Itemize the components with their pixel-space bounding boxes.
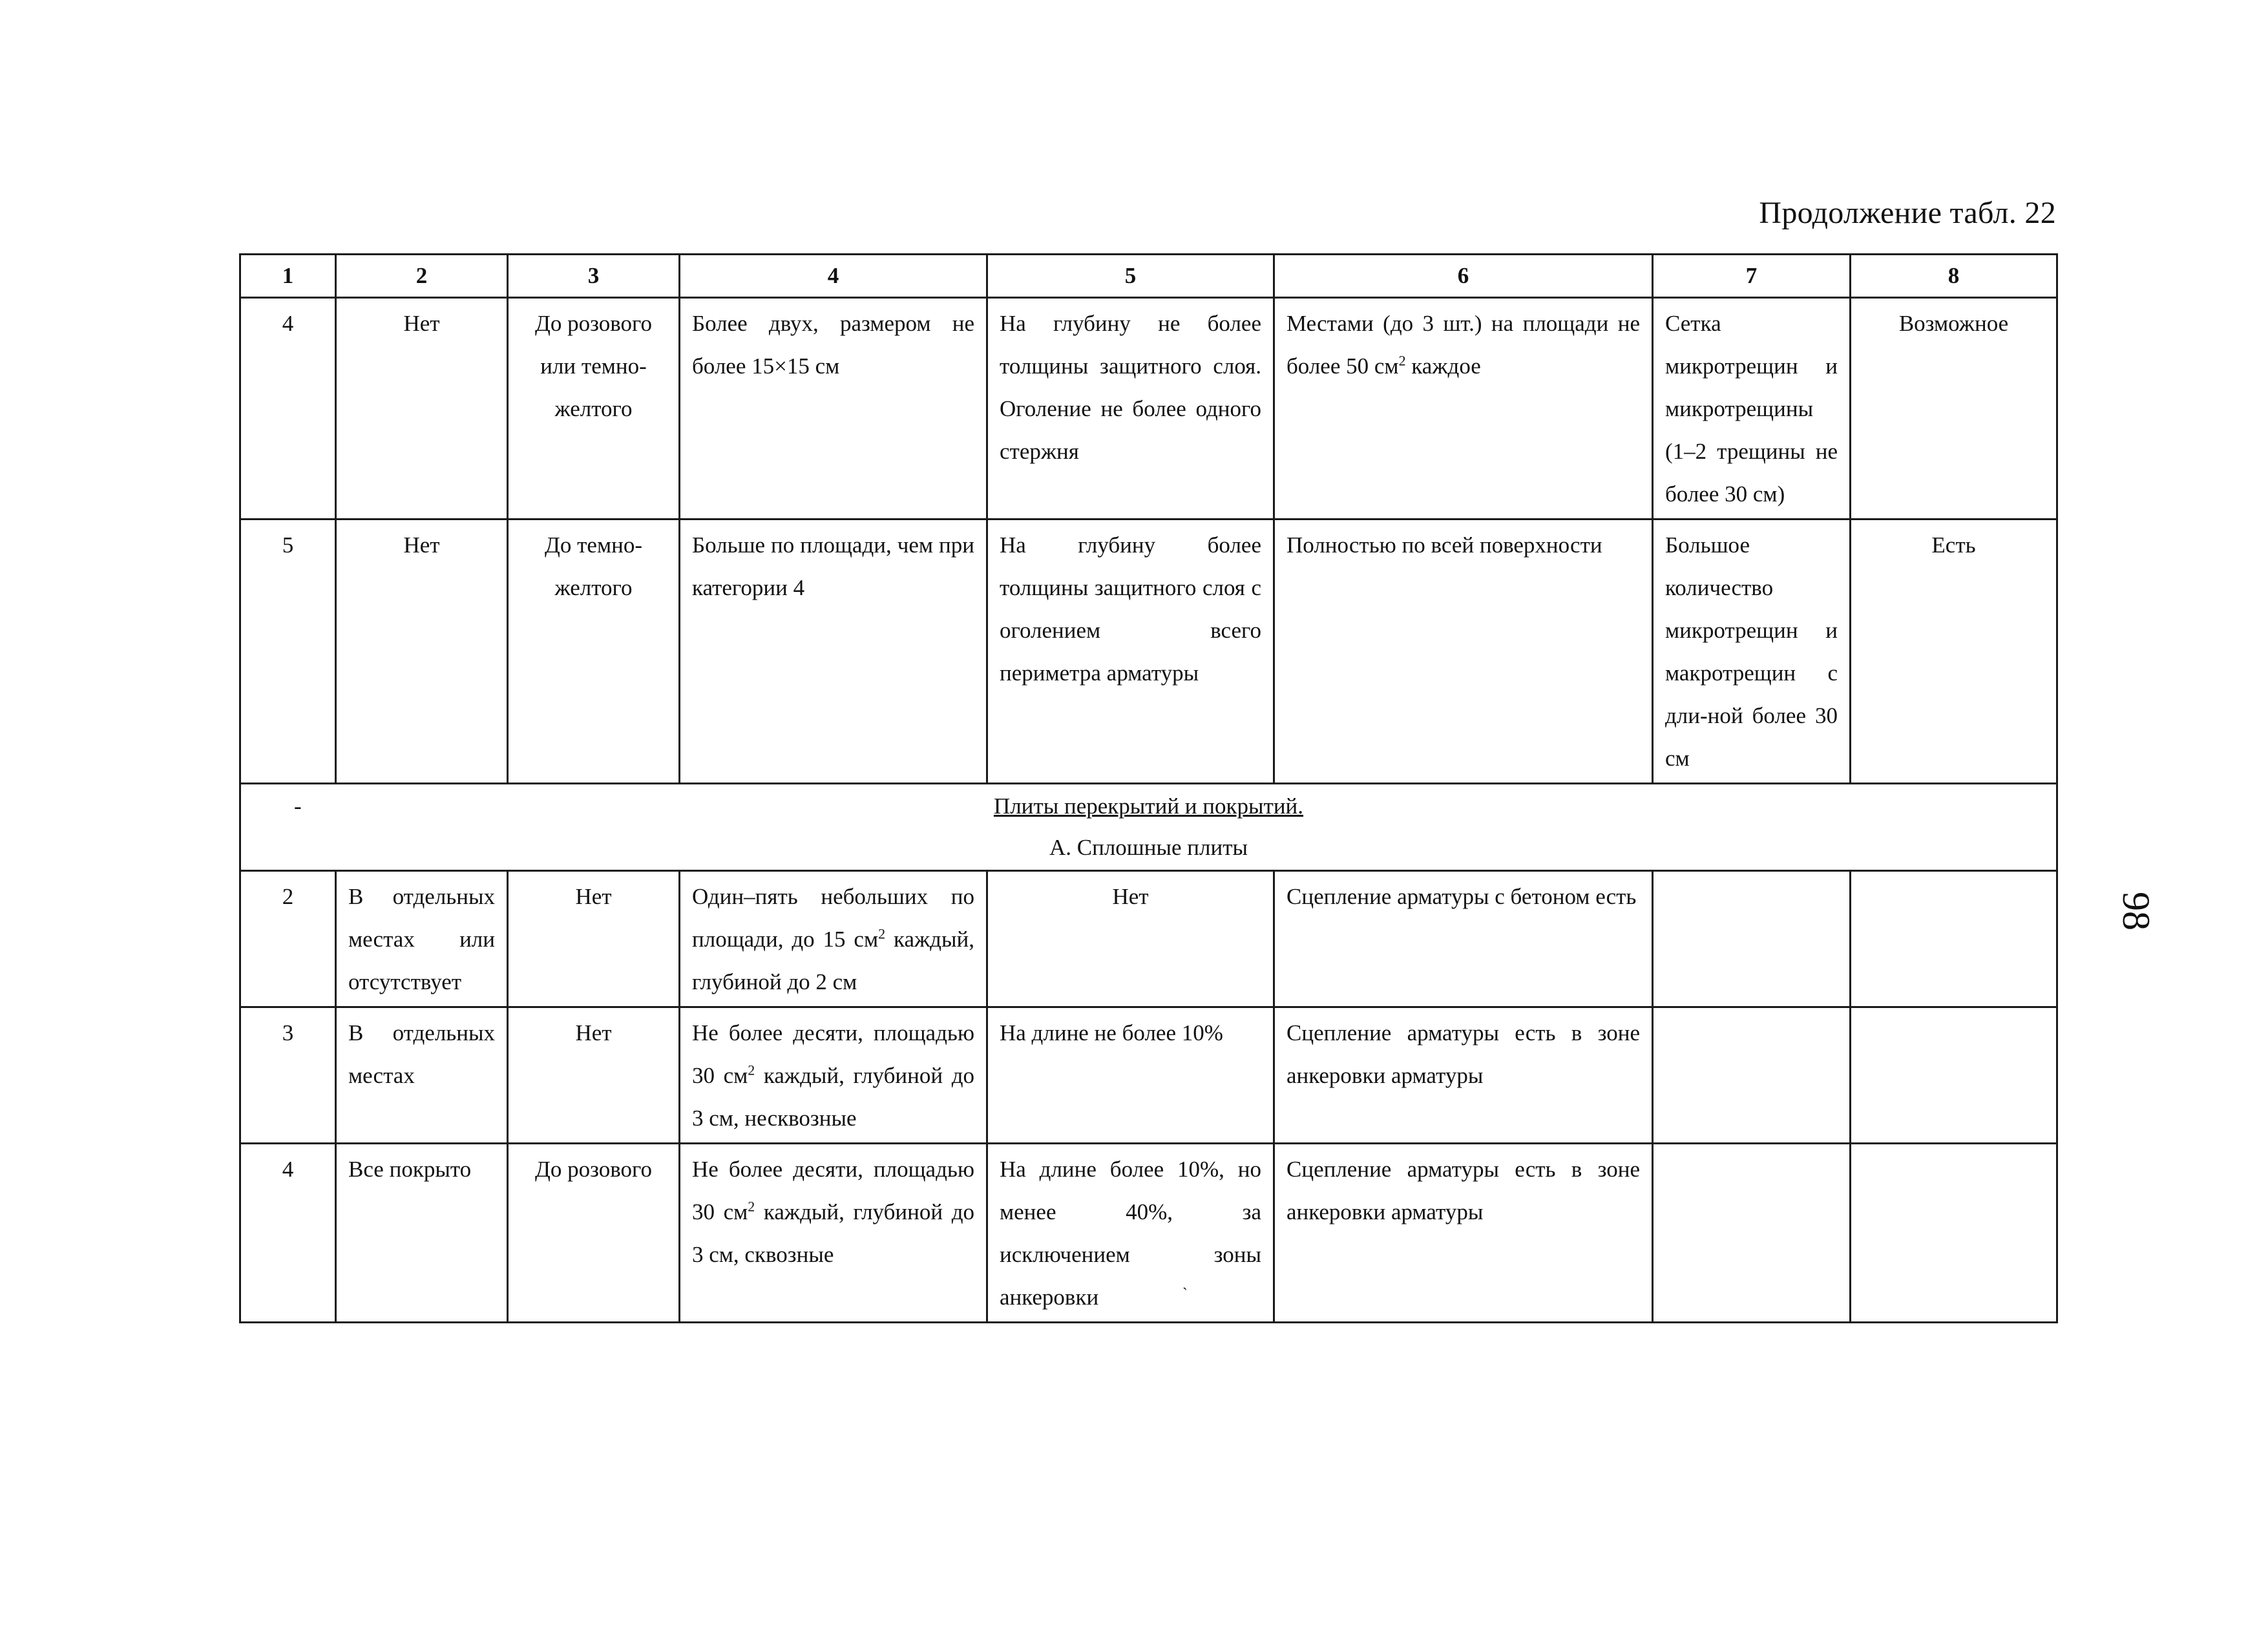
table-row bbox=[240, 1144, 2057, 1323]
header-cell: 4 bbox=[680, 255, 987, 298]
empty-cell bbox=[1851, 871, 2057, 1007]
table-cell: Нет bbox=[987, 871, 1274, 1007]
table-cell: В отдельных местах bbox=[336, 1007, 508, 1144]
page-number: 98 bbox=[2115, 892, 2158, 930]
table-cell: Нет bbox=[336, 298, 508, 520]
category-cell: 2 bbox=[240, 871, 336, 1007]
table-cell: Нет bbox=[508, 871, 680, 1007]
table-cell: Сцепление арматуры есть в зоне анкеровки арматуры bbox=[1274, 1007, 1653, 1144]
cell-text: Один–пять небольших по площади, до 15 см bbox=[692, 884, 974, 952]
table-cell: Большое количество микротрещин и макротрещин с дли-ной более 30 см bbox=[1653, 520, 1851, 784]
cell-text: каждое bbox=[1405, 353, 1481, 379]
table-cell: В отдельных местах или отсутствует bbox=[336, 871, 508, 1007]
header-cell: 3 bbox=[508, 255, 680, 298]
table-cell: На длине более 10%, но менее 40%, за исключением зоны анкеровки bbox=[987, 1144, 1274, 1323]
table-row bbox=[240, 871, 2057, 1007]
table-row bbox=[240, 520, 2057, 784]
table-cell: Все покрыто bbox=[336, 1144, 508, 1323]
table-cell: Сцепление арматуры с бетоном есть bbox=[1274, 871, 1653, 1007]
cell-text: каждый, глубиной до 3 см, сквозные bbox=[692, 1199, 974, 1267]
header-cell: 8 bbox=[1851, 255, 2057, 298]
table-cell bbox=[680, 1144, 987, 1323]
section-subtitle: А. Сплошные плиты bbox=[1049, 835, 1248, 860]
cell-text: Не более десяти, площадью 30 см bbox=[692, 1020, 974, 1088]
table-cell: Более двух, размером не более 15×15 см bbox=[680, 298, 987, 520]
header-cell: 1 bbox=[240, 255, 336, 298]
table-cell: Нет bbox=[508, 1007, 680, 1144]
table-cell: На глубину не более толщины защитного слоя. Оголение не более одного стержня bbox=[987, 298, 1274, 520]
table-cell: Сетка микротрещин и микротрещины (1–2 трещины не более 30 см) bbox=[1653, 298, 1851, 520]
table-cell: До розового bbox=[508, 1144, 680, 1323]
table-cell: Сцепление арматуры есть в зоне анкеровки арматуры bbox=[1274, 1144, 1653, 1323]
table-cell bbox=[1274, 298, 1653, 520]
table-cell: Есть bbox=[1851, 520, 2057, 784]
header-row bbox=[240, 255, 2057, 298]
table-cell bbox=[680, 1007, 987, 1144]
superscript: 2 bbox=[1398, 352, 1406, 369]
cell-text: каждый, глубиной до 3 см, несквозные bbox=[692, 1063, 974, 1131]
header-cell: 6 bbox=[1274, 255, 1653, 298]
header-cell: 5 bbox=[987, 255, 1274, 298]
category-cell: 3 bbox=[240, 1007, 336, 1144]
empty-cell bbox=[1653, 1007, 1851, 1144]
table-cell: Возможное bbox=[1851, 298, 2057, 520]
category-cell: 5 bbox=[240, 520, 336, 784]
empty-cell bbox=[1653, 1144, 1851, 1323]
cell-text: каждый, глубиной до 2 см bbox=[692, 927, 974, 994]
header-cell: 2 bbox=[336, 255, 508, 298]
defects-table bbox=[239, 253, 2058, 1323]
cell-text: Не более десяти, площадью 30 см bbox=[692, 1157, 974, 1224]
section-heading bbox=[249, 786, 2048, 827]
table-cell: До розового или темно-желтого bbox=[508, 298, 680, 520]
category-cell: 4 bbox=[240, 1144, 336, 1323]
section-row bbox=[240, 784, 2057, 871]
superscript: 2 bbox=[748, 1198, 755, 1215]
empty-cell bbox=[1653, 871, 1851, 1007]
section-dash: - bbox=[294, 793, 302, 819]
section-title: Плиты перекрытий и покрытий. bbox=[993, 793, 1304, 819]
table-cell bbox=[1274, 520, 1653, 784]
empty-cell bbox=[1851, 1007, 2057, 1144]
superscript: 2 bbox=[748, 1062, 755, 1078]
table-cell: На глубину более толщины защитного слоя с оголением всего периметра арматуры bbox=[987, 520, 1274, 784]
cell-text: Полностью по всей поверхности bbox=[1286, 532, 1602, 558]
header-cell: 7 bbox=[1653, 255, 1851, 298]
superscript: 2 bbox=[878, 925, 886, 942]
table-cell: Больше по площади, чем при категории 4 bbox=[680, 520, 987, 784]
category-cell: 4 bbox=[240, 298, 336, 520]
table-cell: Нет bbox=[336, 520, 508, 784]
table-cell: До темно-желтого bbox=[508, 520, 680, 784]
stray-mark: ` bbox=[1182, 1286, 1188, 1303]
cell-text: Местами (до 3 шт.) на площади не более 50 см bbox=[1286, 311, 1640, 379]
empty-cell bbox=[1851, 1144, 2057, 1323]
section-subheading bbox=[249, 827, 2048, 868]
section-cell bbox=[240, 784, 2057, 871]
table-cell: На длине не более 10% bbox=[987, 1007, 1274, 1144]
table-row bbox=[240, 1007, 2057, 1144]
table-cell bbox=[680, 871, 987, 1007]
table-row bbox=[240, 298, 2057, 520]
table-caption: Продолжение табл. 22 bbox=[1759, 196, 2056, 230]
